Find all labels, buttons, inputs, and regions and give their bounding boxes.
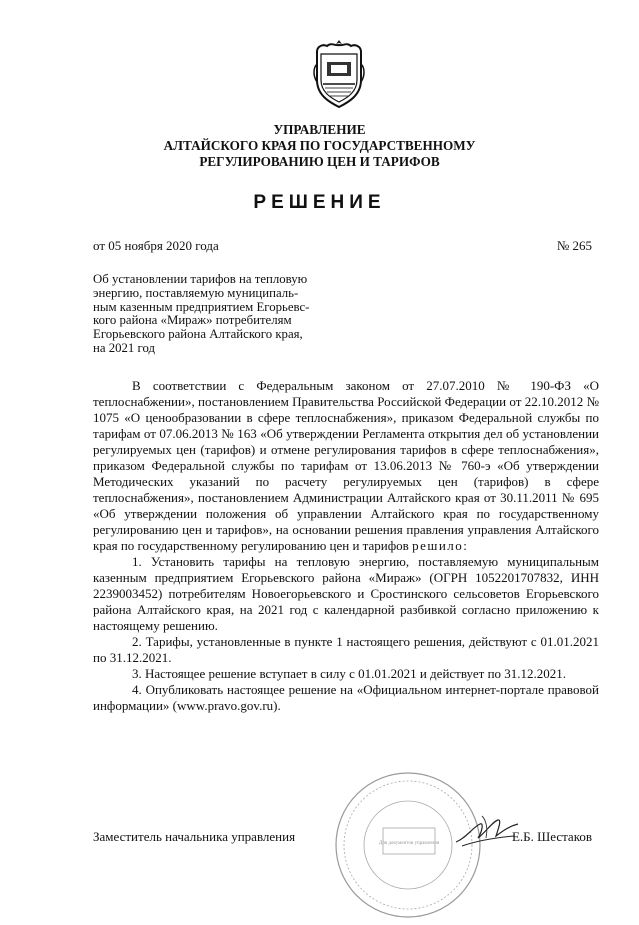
document-number: № 265 bbox=[556, 238, 592, 253]
decision-item: 2. Тарифы, установленные в пункте 1 настоящего решения, действуют с 01.01.2021 по 31.12.2021. bbox=[93, 634, 599, 665]
signatory-name: Е.Б. Шестаков bbox=[511, 829, 592, 844]
signatory-position: Заместитель начальника управления bbox=[93, 829, 296, 844]
resolved-colon: : bbox=[463, 538, 467, 553]
document-subject bbox=[93, 273, 349, 356]
document-body bbox=[93, 378, 599, 714]
decision-item: 1. Установить тарифы на тепловую энергию, поставляемую муниципальным казенным предприятием Егорьевского района «Мираж» (ОГРН 1052201707832, ИНН 2239003452) потребителям Новоегорьевского и Сростинского сельсоветов Егорьевского района Алтайского края, на 2021 год с календарной разбивкой согласно приложению к настоящему решению. bbox=[93, 554, 599, 633]
stamp-text: Для документов управления bbox=[378, 841, 440, 846]
preamble-paragraph bbox=[93, 378, 599, 554]
subject-line: Об установлении тарифов на тепловую bbox=[93, 272, 308, 286]
document-date: от 05 ноября 2020 года bbox=[93, 238, 219, 253]
subject-line: Егорьевского района Алтайского края, bbox=[93, 327, 303, 342]
document-title: РЕШЕНИЕ bbox=[253, 192, 386, 213]
subject-line: кого района «Мираж» потребителям bbox=[93, 313, 292, 328]
coat-of-arms-icon bbox=[313, 40, 365, 108]
decision-item: 3. Настоящее решение вступает в силу с 01.01.2021 и действует по 31.12.2021. bbox=[132, 666, 567, 681]
org-line: УПРАВЛЕНИЕ bbox=[273, 122, 366, 137]
preamble-text: В соответствии с Федеральным законом от 27.07.2010 № 190-ФЗ «О теплоснабжении», постановлением Правительства Российской Федерации от 22.10.2012 № 1075 «О ценообразовании в сфере теплоснабжения», приказом Федеральной службы по тарифам от 07.06.2013 № 163 «Об утверждении Регламента открытия дел об установлении регулируемых цен (тарифов) и отмене регулирования тарифов в сфере теплоснабжения», приказом Федеральной службы по тарифам от 13.06.2013 № 760-э «Об утверждении Методических указаний по расчету регулируемых цен (тарифов) в сфере теплоснабжения», постановлением Администрации Алтайского края от 30.11.2011 № 695 «Об утверждении положения об управлении Алтайского края по государственному регулированию цен и тарифов», на основании решения правления управления Алтайского края по государственному регулированию цен и тарифов bbox=[93, 378, 599, 553]
org-line: АЛТАЙСКОГО КРАЯ ПО ГОСУДАРСТВЕННОМУ bbox=[163, 138, 476, 153]
resolved-word: решило bbox=[412, 538, 464, 553]
subject-line: энергию, поставляемую муниципаль- bbox=[93, 285, 299, 300]
org-line: РЕГУЛИРОВАНИЮ ЦЕН И ТАРИФОВ bbox=[199, 154, 440, 169]
subject-line: ным казенным предприятием Егорьевс- bbox=[93, 299, 310, 314]
organization-title bbox=[0, 122, 639, 170]
decision-item: 4. Опубликовать настоящее решение на «Официальном интернет-портале правовой информации» (www.pravo.gov.ru). bbox=[93, 682, 599, 713]
subject-line: на 2021 год bbox=[93, 340, 155, 355]
